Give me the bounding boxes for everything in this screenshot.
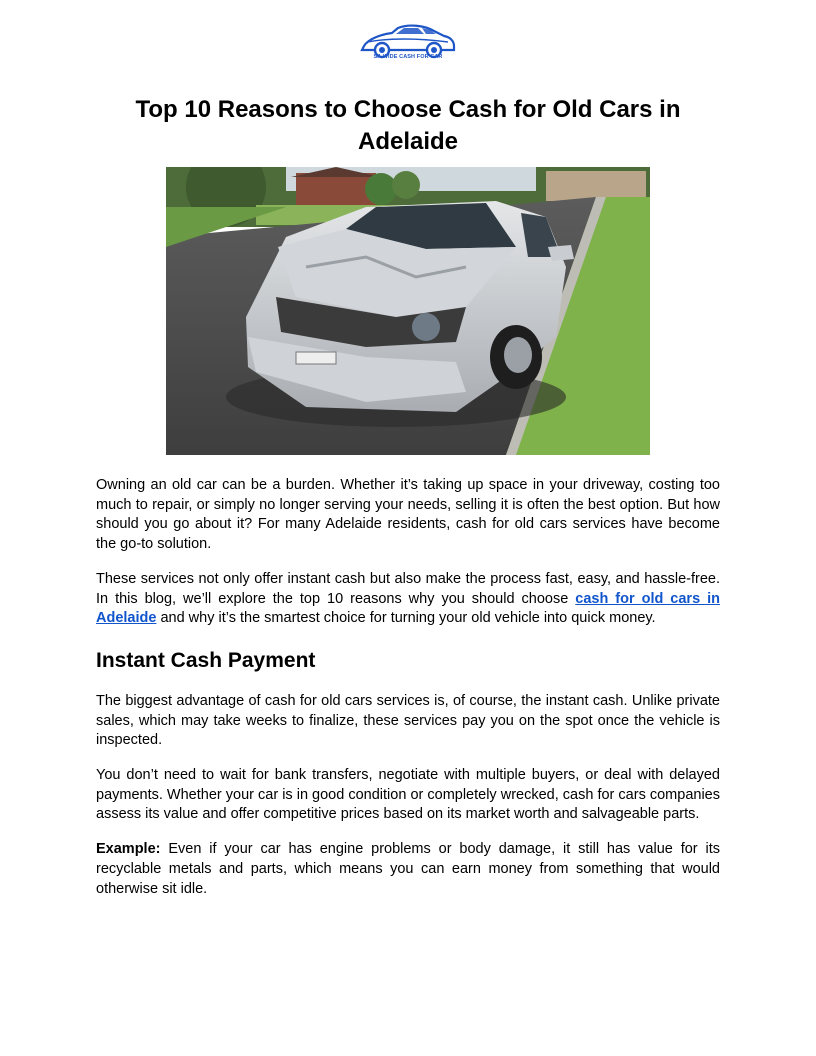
example-paragraph <box>96 840 720 899</box>
section-paragraph-1: The biggest advantage of cash for old cars services is, of course, the instant cash. Unlike private sales, which may take weeks to finalize, these services pay you on the spot once the vehicle is inspected. <box>96 692 720 749</box>
page-title: Top 10 Reasons to Choose Cash for Old Cars in Adelaide <box>135 96 681 155</box>
intro-paragraph-2 <box>96 570 720 629</box>
example-label: Example: <box>96 841 161 858</box>
intro-paragraph-2-text-after: and why it’s the smartest choice for turning your old vehicle into quick money. <box>156 610 656 627</box>
section-heading-instant-cash: Instant Cash Payment <box>96 648 316 672</box>
intro-paragraph-2-text-before: These services not only offer instant cash but also make the process fast, easy, and hassle-free. In this blog, we’ll explore the top 10 reasons why you should choose <box>96 570 720 607</box>
intro-paragraph-1: Owning an old car can be a burden. Whether it’s taking up space in your driveway, costing too much to repair, or simply no longer serving your needs, selling it is often the best option. But how should you go about it? For many Adelaide residents, cash for old cars services have become the go-to solution. <box>96 477 720 553</box>
damaged-car-photo <box>166 167 650 455</box>
brand-name: SA WIDE CASH FOR CAR <box>373 54 443 60</box>
article-body <box>96 476 720 914</box>
cash-for-old-cars-link[interactable]: cash for old cars in Adelaide <box>96 590 721 627</box>
example-text: Even if your car has engine problems or body damage, it still has value for its recyclable metals and parts, which means you can earn money from something that would otherwise sit idle. <box>96 841 720 897</box>
section-paragraph-2: You don’t need to wait for bank transfers, negotiate with multiple buyers, or deal with delayed payments. Whether your car is in good condition or completely wrecked, cash for cars companies assess its value and offer competitive prices based on its market worth and salvageable parts. <box>96 767 720 823</box>
